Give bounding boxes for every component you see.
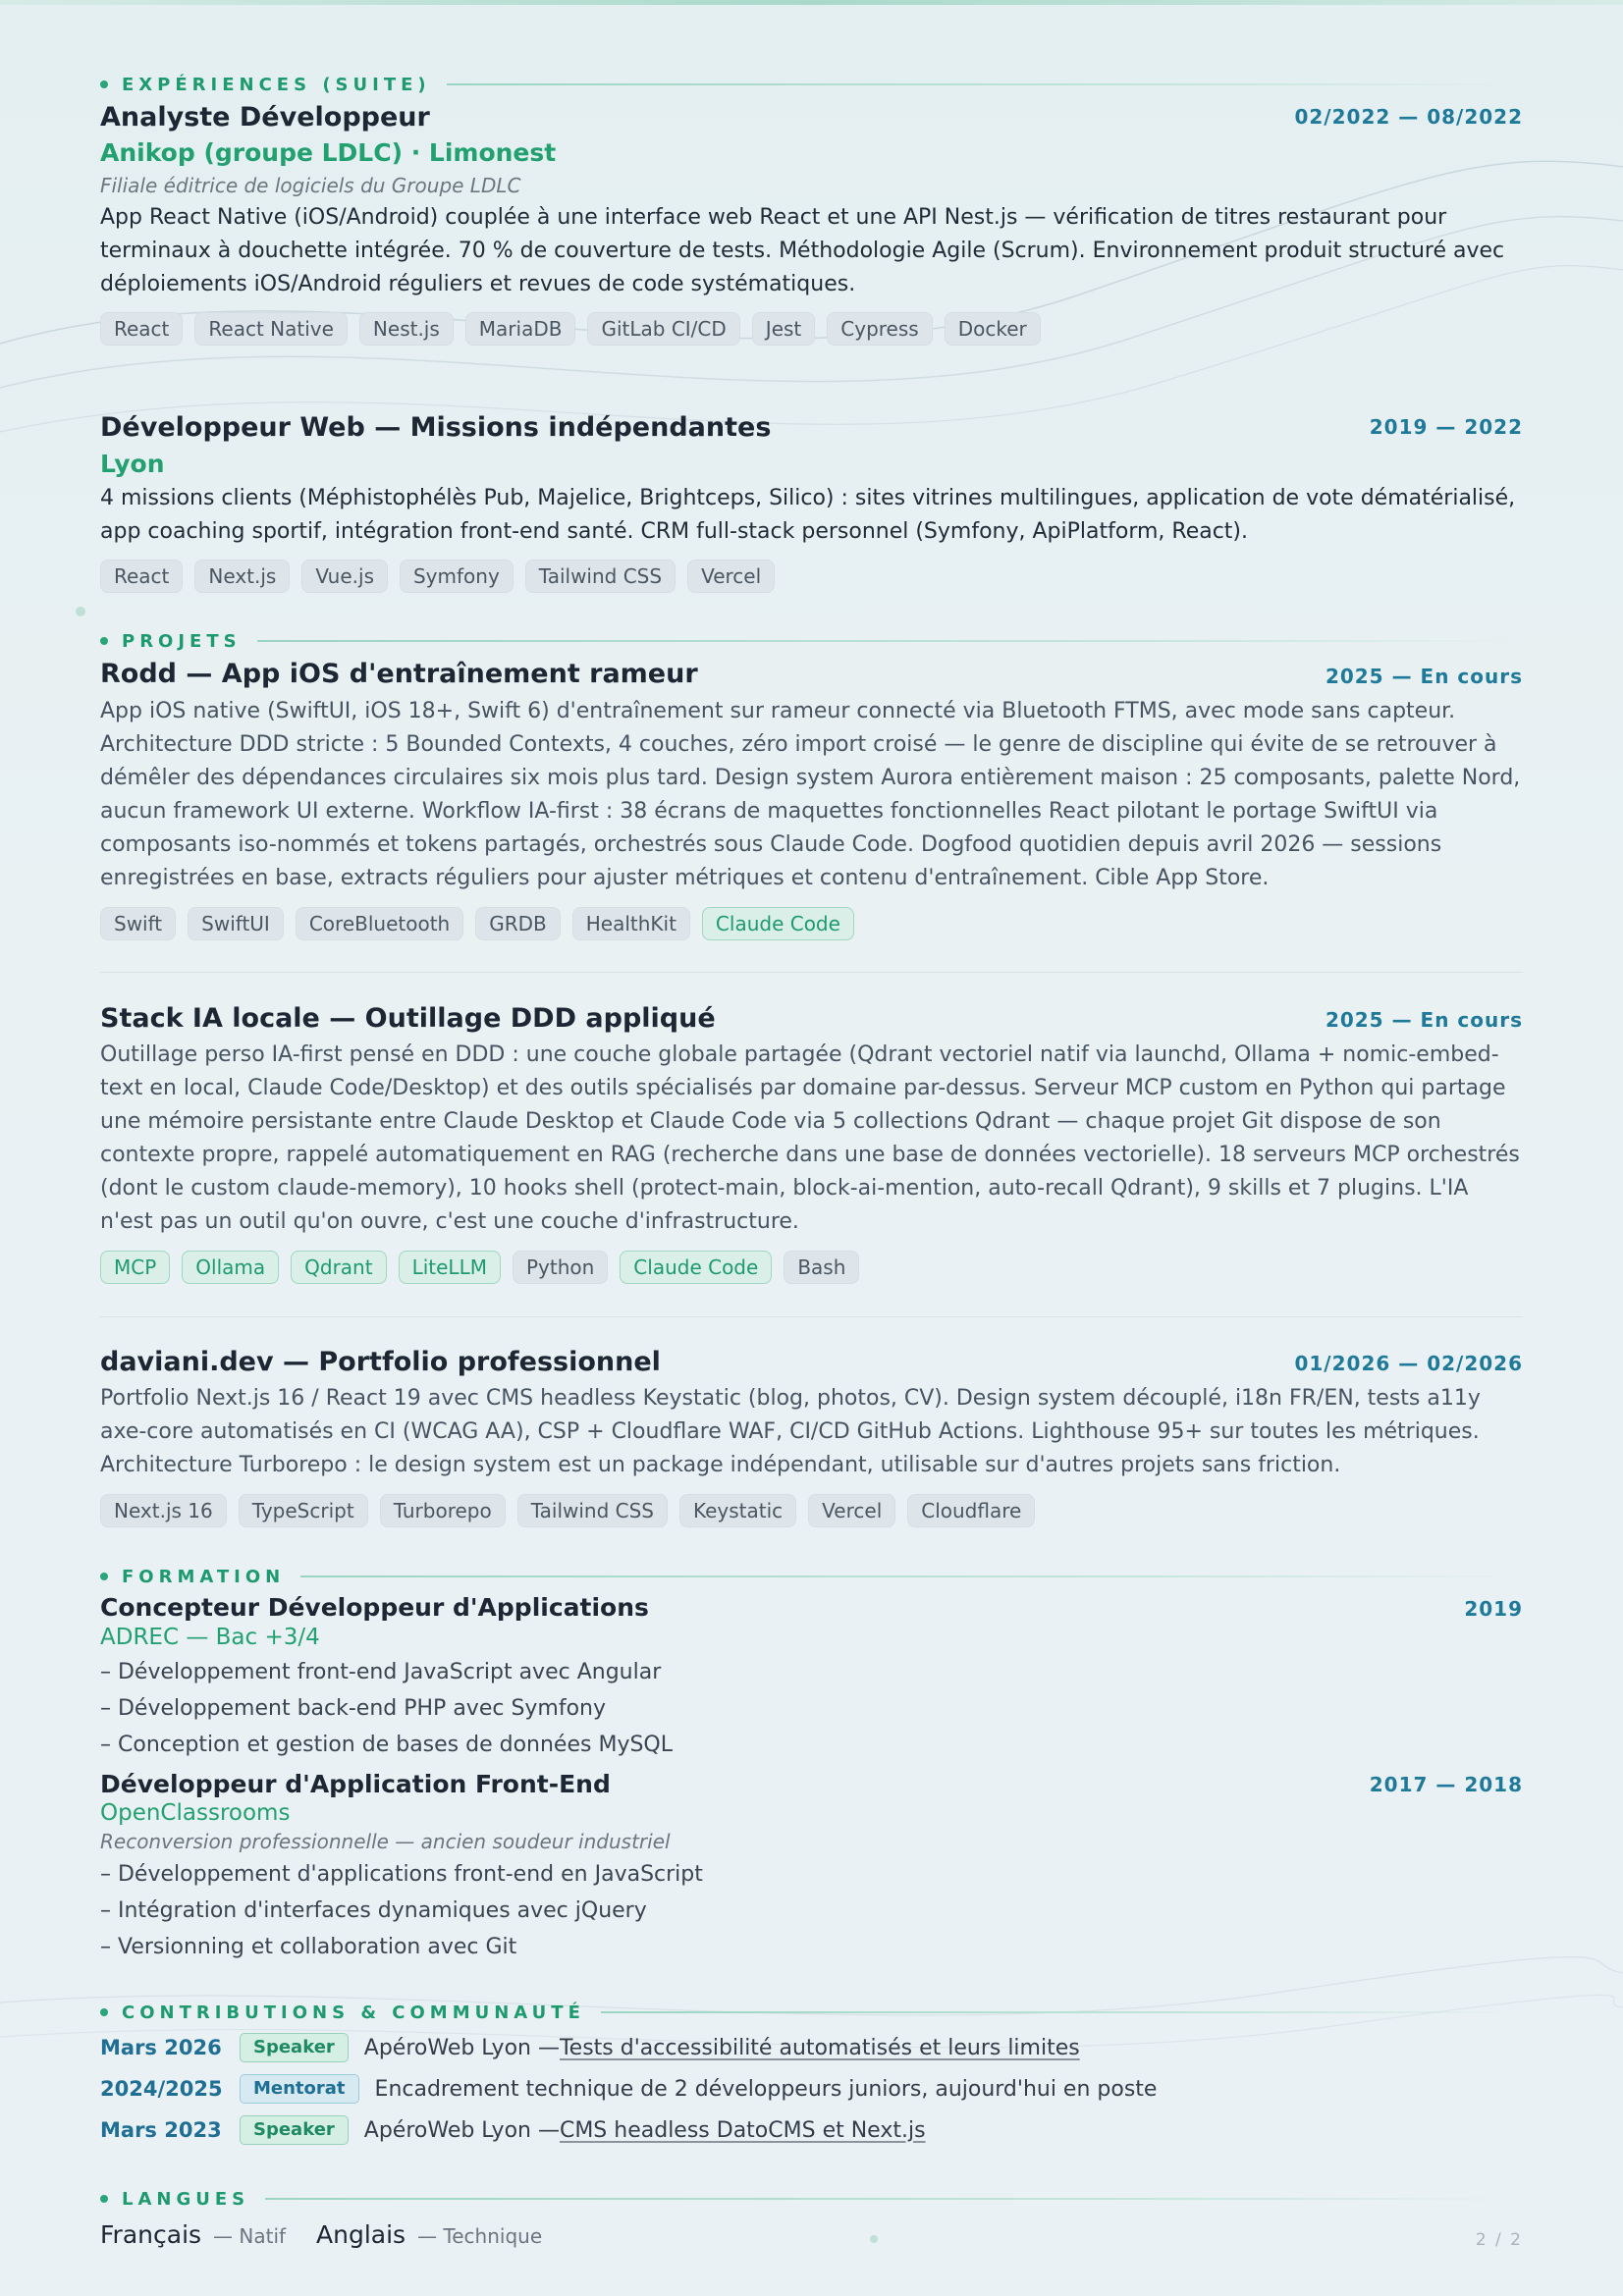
contribution-date: Mars 2026 [100,2036,222,2059]
tech-tag: Symfony [400,560,514,593]
tech-tag: React [100,312,183,346]
tech-tag-highlight: Ollama [182,1251,279,1284]
section-rule [300,1575,1523,1577]
top-accent-bar [0,0,1623,5]
education-bullets [100,1856,703,1965]
contribution-row [100,2031,1080,2064]
tech-tag: Tailwind CSS [517,1494,668,1527]
project-description: Outillage perso IA-first pensé en DDD : une couche globale partagée (Qdrant vectoriel natif via launchd, Ollama + nomic-embed-text en local, Claude Code/Desktop) et des outils spécialisés par domaine par-dessus. Serveur MCP custom en Python qui partage une mémoire persistante entre Claude Desktop et Claude Code via 5 collections Qdrant — chaque projet Git dispose de son contexte propre, rappelé automatiquement en RAG (recherche dans une base de données vectorielle). 18 serveurs MCP orchestrés (dont le custom claude-memory), 10 hooks shell (protect-main, block-ai-mention, auto-recall Qdrant), 9 skills et 7 plugins. L'IA n'est pas un outil qu'on ouvre, c'est une couche d'infrastructure. [100,1042,1520,1234]
project-dates: 01/2026 — 02/2026 [1294,1352,1523,1375]
project-tags [100,1494,1035,1527]
section-bullet [100,2195,108,2203]
section-rule [601,2011,1523,2013]
tech-tag: TypeScript [239,1494,368,1527]
speaker-badge: Speaker [240,2115,349,2145]
education-note: Reconversion professionnelle — ancien soudeur industriel [100,1830,671,1853]
project-dates: 2025 — En cours [1325,1008,1523,1032]
section-title: LANGUES [122,2188,250,2210]
mentoring-badge: Mentorat [240,2074,359,2104]
education-bullet: – Versionning et collaboration avec Git [100,1935,517,1959]
tech-tag: CoreBluetooth [296,907,463,940]
section-languages [100,2187,1523,2211]
tech-tag-highlight: Claude Code [620,1251,772,1284]
language-item [100,2220,286,2249]
talk-link[interactable]: Tests d'accessibilité automatisés et leurs limites [559,2035,1080,2060]
experience-dates: 02/2022 — 08/2022 [1294,105,1523,129]
section-experiences [100,73,1523,96]
project-title: Stack IA locale — Outillage DDD appliqué [100,1003,716,1034]
language-level: — Natif [213,2224,287,2248]
tech-tag: Swift [100,907,176,940]
experience-title: Analyste Développeur [100,102,430,133]
language-level: — Technique [417,2224,543,2248]
project-divider [100,1316,1523,1317]
experience-company: Anikop (groupe LDLC) · Limonest [100,138,557,167]
project-tags [100,1251,859,1284]
project-title: Rodd — App iOS d'entraînement rameur [100,659,698,689]
tech-tag: Keystatic [679,1494,796,1527]
project-divider [100,972,1523,973]
tech-tag: Python [513,1251,608,1284]
talk-link[interactable]: CMS headless DatoCMS et Next.js [559,2117,926,2143]
experience-description: 4 missions clients (Méphistophélès Pub, Majelice, Brightceps, Silico) : sites vitrines multilingues, application de vote dématérialisé, app coaching sportif, intégration front-end santé. CRM full-stack personnel (Symfony, ApiPlatform, React). [100,486,1516,544]
contribution-text: ApéroWeb Lyon — [363,2117,560,2143]
tech-tag: Vue.js [301,560,388,593]
tech-tag: React [100,560,183,593]
contribution-row [100,2072,1157,2106]
tech-tag-highlight: MCP [100,1251,170,1284]
tech-tag: Cypress [827,312,932,346]
section-education [100,1565,1523,1588]
education-school: ADREC — Bac +3/4 [100,1625,320,1650]
tech-tag: Next.js [194,560,290,593]
education-title: Concepteur Développeur d'Applications [100,1593,649,1622]
experience-company: Lyon [100,450,165,478]
project-tags [100,907,854,940]
page-number: 2 / 2 [1475,2230,1523,2250]
tech-tag: Docker [945,312,1041,346]
section-bullet [100,637,108,645]
project-title: daviani.dev — Portfolio professionnel [100,1347,661,1377]
experience-dates: 2019 — 2022 [1369,415,1523,439]
tech-tag: Bash [784,1251,859,1284]
tech-tag-highlight: Qdrant [291,1251,386,1284]
education-title: Développeur d'Application Front-End [100,1770,611,1798]
section-rule [447,83,1523,85]
tech-tag: HealthKit [572,907,690,940]
experience-note: Filiale éditrice de logiciels du Groupe LDLC [100,174,521,197]
section-contributions [100,2001,1523,2024]
tech-tag: GRDB [475,907,561,940]
experience-description: App React Native (iOS/Android) couplée à une interface web React et une API Nest.js — vérification de titres restaurant pour terminaux à douchette intégrée. 70 % de couverture de tests. Méthodologie Agile (Scrum). Environnement produit structuré avec déploiements iOS/Android réguliers et revues de code systématiques. [100,205,1505,296]
tech-tag: Vercel [687,560,775,593]
language-name: Français [100,2220,202,2249]
contribution-text: Encadrement technique de 2 développeurs juniors, aujourd'hui en poste [374,2076,1158,2102]
language-item [316,2220,542,2249]
section-projects [100,629,1523,653]
section-bullet [100,80,108,88]
section-rule [257,640,1523,642]
tech-tag: MariaDB [465,312,576,346]
education-bullet: – Développement d'applications front-end en JavaScript [100,1862,703,1887]
education-bullet: – Intégration d'interfaces dynamiques avec jQuery [100,1898,647,1923]
section-bullet [100,1573,108,1580]
tech-tag: Cloudflare [907,1494,1035,1527]
contribution-text: ApéroWeb Lyon — [363,2035,560,2060]
tech-tag: Turborepo [380,1494,506,1527]
section-bullet [100,2008,108,2016]
project-description: Portfolio Next.js 16 / React 19 avec CMS headless Keystatic (blog, photos, CV). Design system découplé, i18n FR/EN, tests a11y axe-core automatisés en CI (WCAG AA), CSP + Cloudflare WAF, CI/CD GitHub Actions. Lighthouse 95+ sur toutes les métriques. Architecture Turborepo : le design system est un package indépendant, utilisable sur d'autres projets sans friction. [100,1386,1481,1477]
contribution-row [100,2113,926,2147]
tech-tag: React Native [194,312,348,346]
tech-tag: Next.js 16 [100,1494,227,1527]
tech-tag: SwiftUI [188,907,284,940]
education-bullet: – Développement front-end JavaScript avec Angular [100,1660,662,1684]
contribution-date: 2024/2025 [100,2077,223,2101]
education-bullet: – Conception et gestion de bases de données MySQL [100,1733,673,1757]
section-title: EXPÉRIENCES (SUITE) [122,74,431,95]
project-description: App iOS native (SwiftUI, iOS 18+, Swift 6) d'entraînement sur rameur connecté via Bluetooth FTMS, avec mode sans capteur. Architecture DDD stricte : 5 Bounded Contexts, 4 couches, zéro import croisé — le genre de discipline qui évite de se retrouver à démêler des dépendances circulaires six mois plus tard. Design system Aurora entièrement maison : 25 composants, palette Nord, aucun framework UI externe. Workflow IA-first : 38 écrans de maquettes fonctionnelles React pilotant le portage SwiftUI via composants iso-nommés et tokens partagés, orchestrés sous Claude Code. Dogfood quotidien depuis avril 2026 — sessions enregistrées en base, extracts réguliers pour ajuster métriques et contenu d'entraînement. Cible App Store. [100,699,1521,890]
education-bullet: – Développement back-end PHP avec Symfony [100,1696,607,1721]
speaker-badge: Speaker [240,2033,349,2062]
education-bullets [100,1654,673,1763]
experience-tags [100,560,775,593]
language-name: Anglais [316,2220,406,2249]
tech-tag: Vercel [808,1494,895,1527]
education-dates: 2019 [1464,1597,1523,1621]
education-school: OpenClassrooms [100,1800,291,1826]
tech-tag-highlight: Claude Code [702,907,854,940]
tech-tag: Jest [752,312,815,346]
tech-tag: Nest.js [359,312,454,346]
section-title: FORMATION [122,1566,286,1587]
project-dates: 2025 — En cours [1325,665,1523,688]
contribution-date: Mars 2023 [100,2118,222,2142]
experience-tags [100,312,1041,346]
experience-title: Développeur Web — Missions indépendantes [100,412,772,443]
education-dates: 2017 — 2018 [1369,1773,1523,1796]
section-title: PROJETS [122,630,242,652]
tech-tag-highlight: LiteLLM [399,1251,501,1284]
tech-tag: Tailwind CSS [525,560,676,593]
tech-tag: GitLab CI/CD [587,312,739,346]
section-rule [265,2198,1523,2200]
section-title: CONTRIBUTIONS & COMMUNAUTÉ [122,2002,585,2023]
